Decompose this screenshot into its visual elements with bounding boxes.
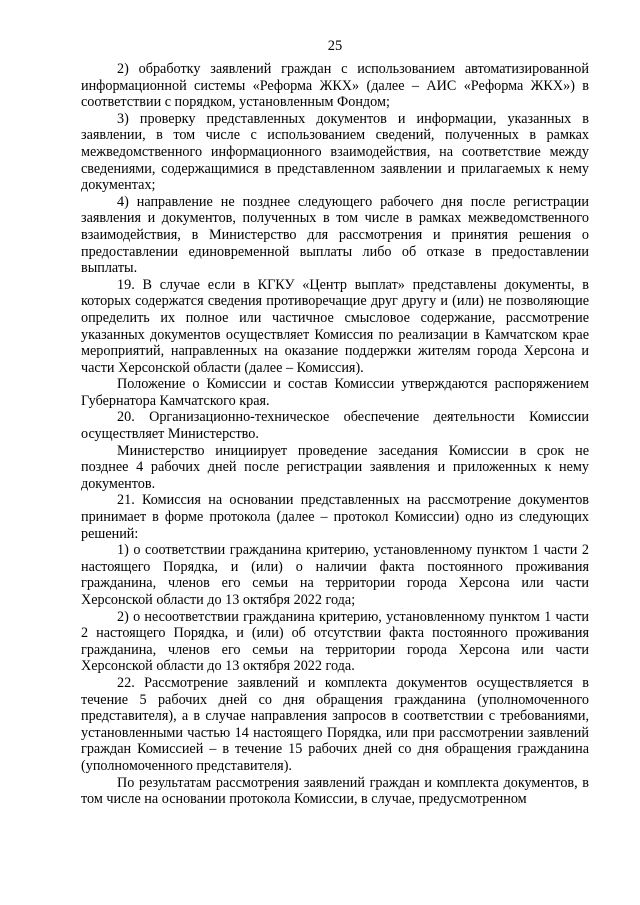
page-number: 25 <box>327 38 343 54</box>
paragraph-clause-19: 19. В случае если в КГКУ «Центр выплат» представлены документы, в которых содержатся сведения противоречащие друг другу и (или) не позволяющие определить их полное или частичное смысловое содержание, рассмотрение указанных документов осуществляет Комиссия по реализации в Камчатском крае мероприятий, направленных на оказание поддержки жителям города Херсона и части Херсонской области (далее – Комиссия). <box>81 276 589 376</box>
paragraph-ministry-meeting: Министерство инициирует проведение заседания Комиссии в срок не позднее 4 рабочих дней после регистрации заявления и приложенных к нему документов. <box>81 442 589 492</box>
paragraph-decision-1: 1) о соответствии гражданина критерию, установленному пунктом 1 части 2 настоящего Порядка, и (или) о наличии факта постоянного проживания гражданина, членов его семьи на территории города Херсона или части Херсонской области до 13 октября 2022 года; <box>81 542 589 608</box>
paragraph-decision-2: 2) о несоответствии гражданина критерию, установленному пунктом 1 части 2 настоящего Порядка, и (или) об отсутствии факта постоянного проживания гражданина, членов его семьи на территории города Херсона или части Херсонской области до 13 октября 2022 года. <box>81 608 589 675</box>
paragraph-clause-20: 20. Организационно-техническое обеспечение деятельности Комиссии осуществляет Министерство. <box>81 409 589 443</box>
paragraph-item-4: 4) направление не позднее следующего рабочего дня после регистрации заявления и документов, полученных в том числе в рамках межведомственного взаимодействия, в Министерство для рассмотрения и принятия решения о предоставлении единовременной выплаты либо об отказе в предоставлении выплаты. <box>81 193 589 277</box>
paragraph-item-2: 2) обработку заявлений граждан с использованием автоматизированной информационной системы «Реформа ЖКХ» (далее – АИС «Реформа ЖКХ») в соответствии с порядком, установленным Фондом; <box>81 61 589 111</box>
paragraph-commission-regulation: Положение о Комиссии и состав Комиссии утверждаются распоряжением Губернатора Камчатского края. <box>81 376 589 409</box>
paragraph-clause-21: 21. Комиссия на основании представленных на рассмотрение документов принимает в форме протокола (далее – протокол Комиссии) одно из следующих решений: <box>81 492 589 542</box>
paragraph-clause-22: 22. Рассмотрение заявлений и комплекта документов осуществляется в течение 5 рабочих дней со дня обращения гражданина (уполномоченного представителя), а в случае направления запросов в соответствии с требованиями, установленными частью 14 настоящего Порядка, или при рассмотрении заявлений граждан Комиссией – в течение 15 рабочих дней со дня обращения гражданина (уполномоченного представителя). <box>81 674 589 774</box>
paragraph-item-3: 3) проверку представленных документов и информации, указанных в заявлении, в том числе с использованием сведений, полученных в рамках межведомственного информационного взаимодействия, на соответствие между сведениями, содержащимися в представленном заявлении и прилагаемых к нему документах; <box>81 110 589 194</box>
paragraph-results: По результатам рассмотрения заявлений граждан и комплекта документов, в том числе на основании протокола Комиссии, в случае, предусмотренном <box>81 774 589 808</box>
